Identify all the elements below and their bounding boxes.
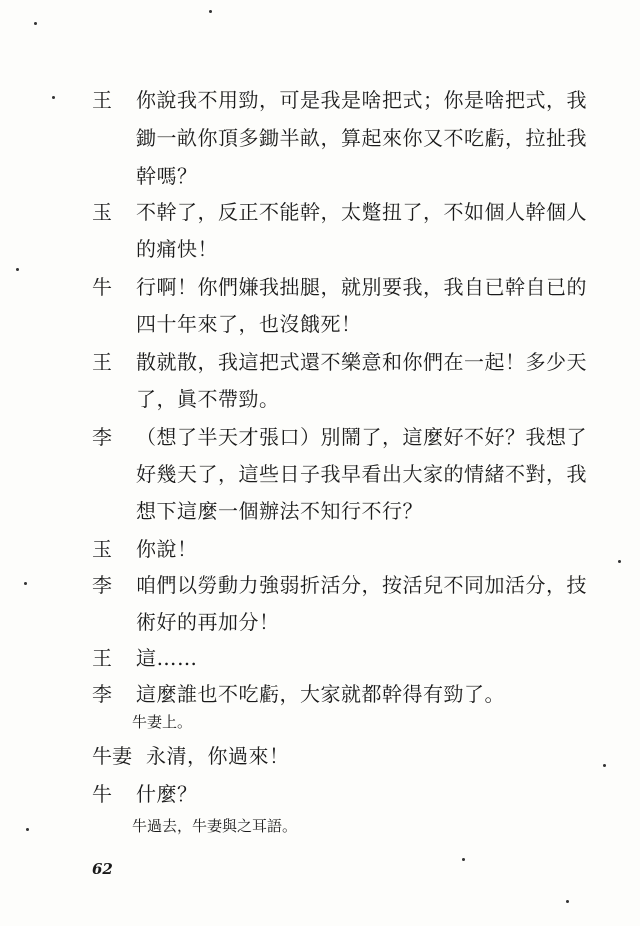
dialogue-line: （想了半天才張口）別鬧了，這麼好不好？我想了 bbox=[136, 425, 587, 449]
dialogue-line: 咱們以勞動力強弱折活分，按活兒不同加活分，技 bbox=[136, 573, 587, 597]
dialogue-line: 術好的再加分！ bbox=[136, 610, 280, 634]
speaker-label: 王 bbox=[92, 646, 112, 670]
scan-speck bbox=[34, 22, 37, 25]
dialogue-line: 想下這麼一個辦法不知行不行？ bbox=[136, 499, 423, 523]
speaker-label: 牛妻 bbox=[92, 744, 132, 768]
speaker-label: 李 bbox=[92, 573, 112, 597]
dialogue-line: 不幹了，反正不能幹，太蹩扭了，不如個人幹個人 bbox=[136, 200, 587, 224]
speaker-label: 牛 bbox=[92, 275, 112, 299]
scan-speck bbox=[462, 858, 465, 861]
dialogue-line: 的痛快！ bbox=[136, 237, 218, 261]
dialogue-line: 四十年來了，也沒餓死！ bbox=[136, 312, 362, 336]
scan-speck bbox=[209, 10, 212, 13]
dialogue-line: 好幾天了，這些日子我早看出大家的情緒不對，我 bbox=[136, 462, 587, 486]
scan-speck bbox=[603, 764, 606, 767]
scan-speck bbox=[618, 560, 621, 563]
speaker-label: 李 bbox=[92, 682, 112, 706]
stage-direction: 牛過去，牛妻與之耳語。 bbox=[132, 817, 298, 835]
dialogue-line: 鋤一畝你頂多鋤半畝，算起來你又不吃虧，拉扯我 bbox=[136, 126, 587, 150]
speaker-label: 牛 bbox=[92, 782, 112, 806]
scan-speck bbox=[566, 900, 569, 903]
dialogue-line: 行啊！你們嫌我拙腿，就別要我，我自已幹自已的 bbox=[136, 275, 587, 299]
dialogue-line: 什麼？ bbox=[136, 782, 198, 806]
speaker-label: 王 bbox=[92, 350, 112, 374]
scan-speck bbox=[16, 268, 19, 271]
stage-direction: 牛妻上。 bbox=[132, 713, 193, 731]
speaker-label: 李 bbox=[92, 425, 112, 449]
dialogue-line: 永清，你過來！ bbox=[146, 744, 290, 768]
dialogue-line: 散就散，我這把式還不樂意和你們在一起！多少天 bbox=[136, 350, 587, 374]
scan-speck bbox=[26, 828, 29, 831]
speaker-label: 玉 bbox=[92, 200, 112, 224]
dialogue-line: 幹嗎？ bbox=[136, 164, 198, 188]
dialogue-line: 這…… bbox=[136, 646, 198, 670]
dialogue-line: 你說我不用勁，可是我是啥把式；你是啥把式，我 bbox=[136, 88, 587, 112]
scan-speck bbox=[52, 96, 55, 99]
dialogue-line: 你說！ bbox=[136, 537, 198, 561]
dialogue-line: 了，眞不帶勁。 bbox=[136, 387, 280, 411]
speaker-label: 玉 bbox=[92, 537, 112, 561]
scan-speck bbox=[24, 582, 27, 585]
dialogue-line: 這麼誰也不吃虧，大家就都幹得有勁了。 bbox=[136, 682, 505, 706]
page-number: 62 bbox=[92, 860, 113, 878]
speaker-label: 王 bbox=[92, 88, 112, 112]
